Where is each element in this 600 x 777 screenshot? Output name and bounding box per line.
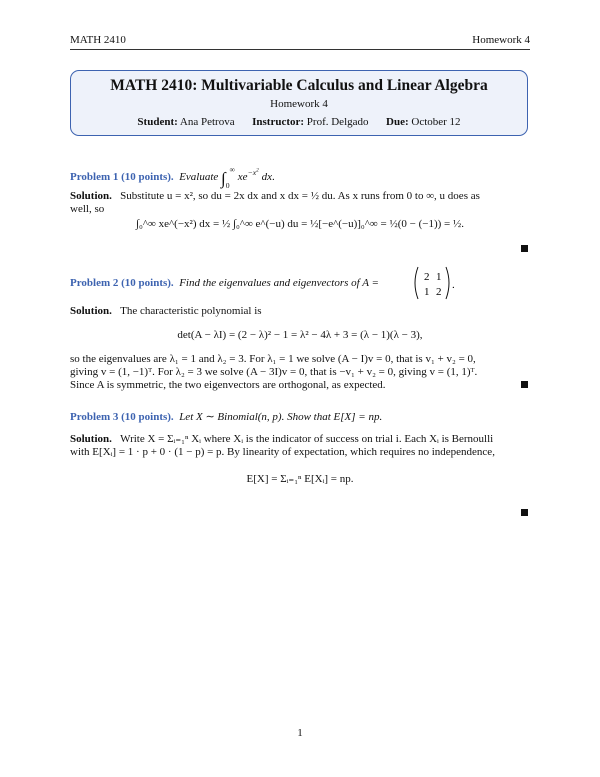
problem-3-solution-text: Write X = Σᵢ₌₁ⁿ Xᵢ where Xᵢ is the indicator of success on trial i. Each Xᵢ is Bernoulli: [120, 433, 494, 445]
header-rule: [70, 49, 530, 50]
svg-text:2: 2: [424, 271, 430, 283]
problem-1-statement: [70, 163, 275, 192]
svg-text:2: 2: [436, 286, 442, 298]
problem-2-equation: det(A − λI) = (2 − λ)² − 1 = λ² − 4λ + 3 = (λ − 1)(λ − 3),: [177, 329, 423, 341]
matrix-A: [412, 266, 456, 300]
problem-2-text: Find the eigenvalues and eigenvectors of A =: [179, 277, 379, 289]
problem-1-label: Problem 1 (10 points).: [70, 171, 174, 183]
problem-2-solution-line-1: [70, 305, 262, 318]
document-subtitle: Homework 4: [270, 98, 328, 110]
problem-2-solution-label: Solution.: [70, 305, 112, 317]
student-label: Student:: [137, 116, 178, 128]
instructor-name: Prof. Delgado: [306, 116, 369, 128]
problem-2-text-line-3: Since A is symmetric, the two eigenvectors are orthogonal, as expected.: [70, 379, 386, 391]
problem-1-solution-text: Substitute u = x², so du = 2x dx and x dx = ½ du. As x runs from 0 to ∞, u does as: [120, 190, 480, 202]
problem-2-solution-text: The characteristic polynomial is: [120, 305, 262, 317]
problem-2-text-line-1: so the eigenvalues are λ₁ = 1 and λ₂ = 3. For λ₁ = 1 we solve (A − I)v = 0, that is v₁ + v₂ = 0,: [70, 353, 476, 365]
svg-text:1: 1: [436, 271, 442, 283]
problem-1-integral: $\int_0^\infty$ $xe^{-x^2}$ dx.: [221, 165, 275, 190]
problem-2-label: Problem 2 (10 points).: [70, 277, 174, 289]
document-title: MATH 2410: Multivariable Calculus and Linear Algebra: [110, 77, 488, 94]
problem-1-solution-line-1: [70, 190, 480, 203]
problem-2-text-line-2: giving v = (1, −1)ᵀ. For λ₂ = 3 we solve (A − 3I)v = 0, that is −v₁ + v₂ = 0, giving v = (1, 1)ᵀ.: [70, 366, 478, 378]
running-header-course: MATH 2410: [70, 34, 126, 46]
problem-3-solution-line-1: [70, 433, 493, 446]
problem-3-statement: [70, 411, 382, 424]
title-box: [70, 70, 528, 136]
problem-1-solution-line-2: well, so: [70, 203, 105, 215]
page-number: 1: [297, 727, 303, 739]
problem-3-label: Problem 3 (10 points).: [70, 411, 174, 423]
svg-text:1: 1: [424, 286, 430, 298]
qed-square-3: [521, 509, 528, 516]
qed-square-1: [521, 245, 528, 252]
student-name: Ana Petrova: [179, 116, 235, 128]
problem-3-equation: E[X] = Σᵢ₌₁ⁿ E[Xᵢ] = np.: [246, 473, 354, 485]
due-label: Due:: [386, 116, 409, 128]
problem-1-text: Evaluate: [179, 171, 219, 183]
problem-3-text-line-2: with E[Xᵢ] = 1 · p + 0 · (1 − p) = p. By linearity of expectation, which requires no independence,: [70, 446, 495, 458]
instructor-label: Instructor:: [252, 116, 305, 128]
problem-1-equation: ∫₀^∞ xe^(−x²) dx = ½ ∫₀^∞ e^(−u) du = ½[−e^(−u)]₀^∞ = ½(0 − (−1)) = ½.: [136, 218, 464, 230]
svg-text:.: .: [452, 279, 455, 291]
problem-3-solution-label: Solution.: [70, 433, 112, 445]
problem-1-solution-label: Solution.: [70, 190, 112, 202]
due-date: October 12: [411, 116, 461, 128]
problem-3-text: Let X ∼ Binomial(n, p). Show that E[X] = np.: [179, 411, 383, 423]
qed-square-2: [521, 381, 528, 388]
running-header-assignment: Homework 4: [472, 34, 530, 46]
document-meta: [71, 116, 527, 128]
problem-2-statement: [70, 277, 379, 290]
